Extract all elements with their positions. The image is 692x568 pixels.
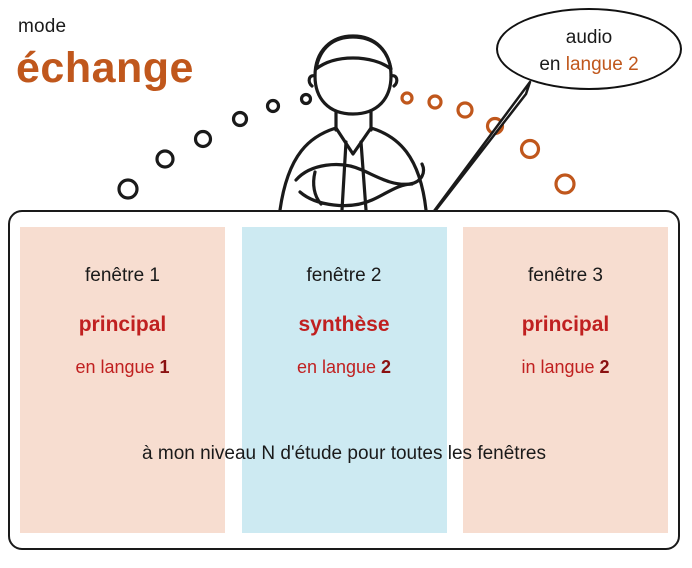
- speech-bubble-text: [500, 24, 678, 78]
- window-1-language-prefix: en langue: [75, 357, 160, 377]
- window-3-language-number: 2: [599, 357, 610, 377]
- bubble-line-2: [500, 51, 678, 78]
- footer-note: à mon niveau N d'étude pour toutes les fenêtres: [142, 443, 546, 464]
- window-column-2[interactable]: [242, 227, 447, 533]
- bubble-line-2-highlight: langue 2: [565, 54, 639, 75]
- window-column-1[interactable]: [20, 227, 225, 533]
- mode-title: échange: [16, 44, 194, 92]
- windows-columns: [8, 210, 680, 550]
- window-column-3[interactable]: [463, 227, 668, 533]
- window-3-language-prefix: in langue: [521, 357, 600, 377]
- window-1-language-number: 1: [159, 357, 170, 377]
- bubble-line-1: audio: [565, 27, 613, 48]
- mode-label: mode: [18, 16, 67, 37]
- window-2-language-prefix: en langue: [296, 357, 382, 377]
- window-1-title: fenêtre 1: [85, 265, 160, 286]
- window-2-title: fenêtre 2: [306, 265, 382, 286]
- window-3-role: principal: [521, 313, 610, 336]
- window-3-language: [463, 357, 668, 378]
- window-2-language: [242, 357, 447, 378]
- window-2-role: synthèse: [298, 313, 390, 336]
- bubble-line-2-prefix: en: [539, 54, 566, 75]
- window-2-language-number: 2: [381, 357, 392, 377]
- window-3-title: fenêtre 3: [528, 265, 603, 286]
- window-1-role: principal: [78, 313, 167, 336]
- window-1-language: [20, 357, 225, 378]
